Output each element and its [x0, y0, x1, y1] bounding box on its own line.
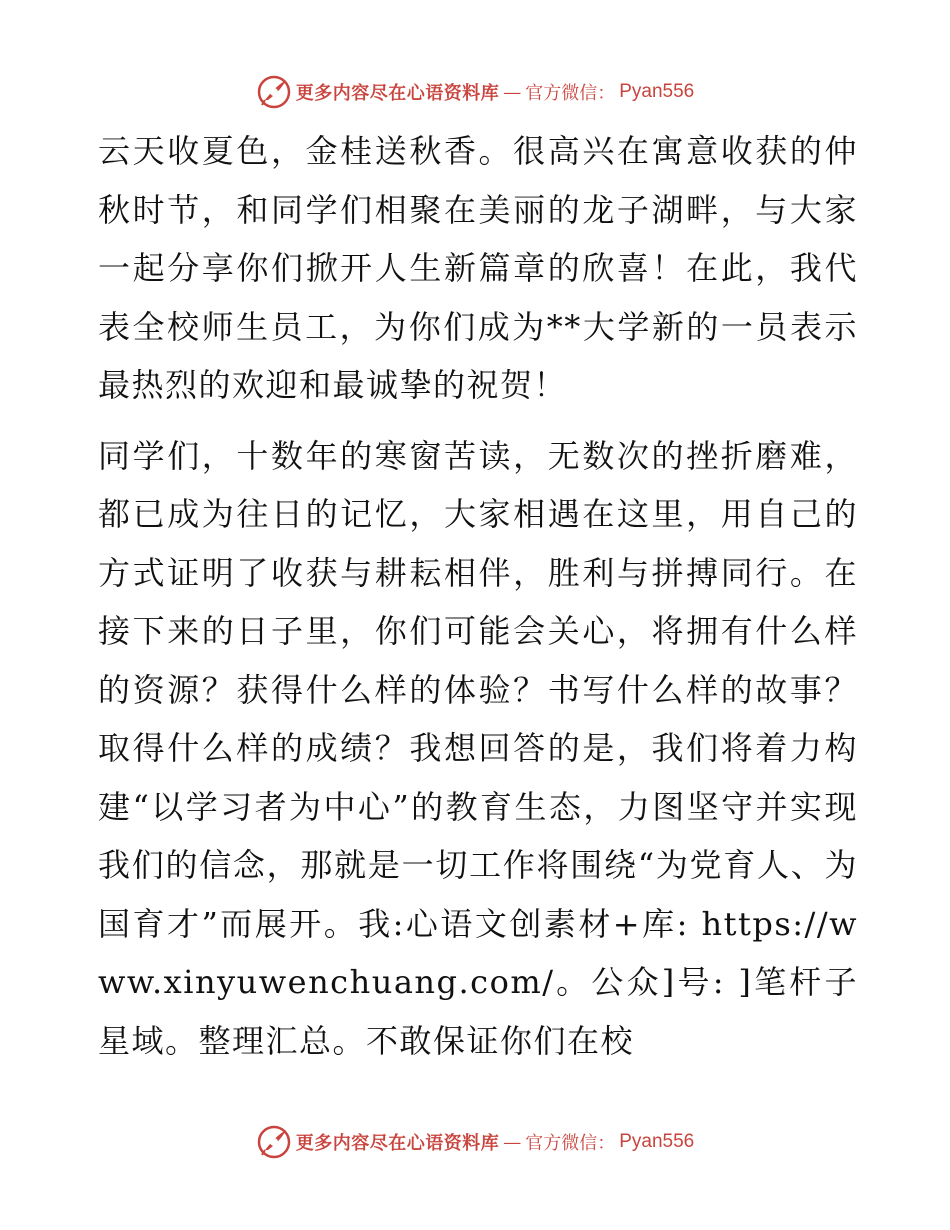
wechat-id: Pyan556 — [619, 1131, 695, 1152]
brand-text: 更多内容尽在心语资料库 — [295, 1133, 500, 1154]
brand-banner — [256, 74, 695, 110]
brand-dash: — — [503, 1131, 522, 1153]
page-footer — [0, 1122, 950, 1162]
quill-pen-logo-icon — [256, 1124, 292, 1160]
page-header — [0, 72, 950, 112]
paragraph-2: 同学们，十数年的寒窗苦读，无数次的挫折磨难，都已成为往日的记忆，大家相遇在这里，用自己的方式证明了收获与耕耘相伴，胜利与拼搏同行。在接下来的日子里，你们可能会关心，将拥有什么样的资源？获得什么样的体验？书写什么样的故事？取得什么样的成绩？我想回答的是，我们将着力构建“以学习者为中心”的教育生态，力图坚守并实现我们的信念，那就是一切工作将围绕“为党育人、为国育才”而展开。我:心语文创素材+库: https://www.xinyuwenchuang.com/。公众]号: ]笔杆子星域。整理汇总。不敢保证你们在校 — [98, 436, 858, 1060]
quill-pen-logo-icon — [256, 74, 292, 110]
document-body — [98, 122, 858, 1070]
paragraph-1: 云天收夏色，金桂送秋香。很高兴在寓意收获的仲秋时节，和同学们相聚在美丽的龙子湖畔，与大家一起分享你们掀开人生新篇章的欣喜！在此，我代表全校师生员工，为你们成为**大学新的一员表示最热烈的欢迎和最诚挚的祝贺！ — [98, 132, 858, 404]
brand-text: 更多内容尽在心语资料库 — [295, 83, 500, 104]
wechat-label: 官方微信： — [525, 1133, 616, 1154]
wechat-label: 官方微信： — [525, 83, 616, 104]
brand-dash: — — [503, 81, 522, 103]
wechat-id: Pyan556 — [619, 81, 695, 102]
brand-banner-footer — [256, 1124, 695, 1160]
